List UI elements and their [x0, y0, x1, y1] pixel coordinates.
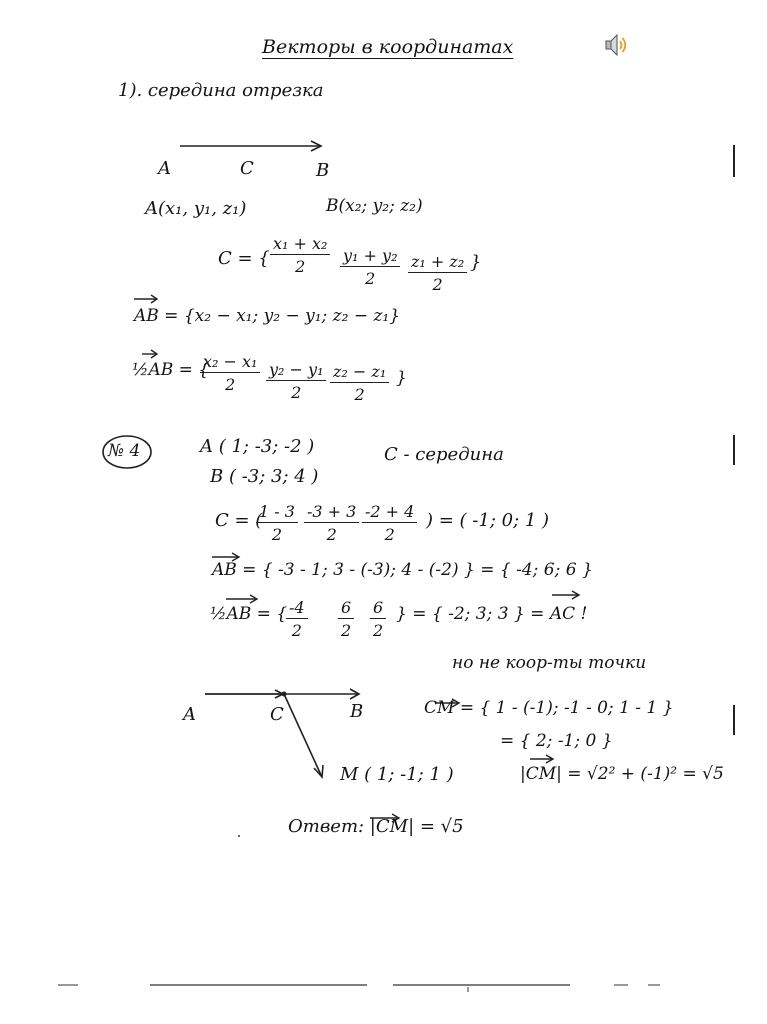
- formula-c-x: $\frac{\text{x₁ + x₂}}{2}$: [270, 234, 330, 276]
- task-c-z: $\frac{-2 + 4}{2}$: [362, 502, 417, 544]
- answer: Ответ: |CM| = √5: [288, 816, 464, 837]
- formula-c-close: }: [470, 252, 482, 273]
- task-half-z: $\frac{6}{2}$: [370, 598, 386, 640]
- speaker-icon[interactable]: [603, 32, 631, 58]
- coord-b: B(x₂; y₂; z₂): [326, 196, 423, 216]
- task-half-result: } = { -2; 3; 3 } = AC !: [396, 604, 588, 624]
- formula-c-lhs: C = {: [218, 248, 270, 269]
- coord-a: A(x₁, y₁, z₁): [145, 198, 247, 219]
- scan-edge-mark: [733, 145, 735, 177]
- half-ab-close: }: [396, 368, 407, 388]
- scan-edge-mark: [733, 705, 735, 735]
- task-c-midpoint: C - середина: [384, 444, 504, 465]
- task-cm-length: |CM| = √2² + (-1)² = √5: [520, 764, 724, 784]
- half-ab-y: $\frac{\text{y₂ − y₁}}{2}$: [266, 360, 326, 402]
- task-cm-result: = { 2; -1; 0 }: [500, 731, 613, 751]
- task-number: № 4: [108, 441, 141, 461]
- task-point-a: A ( 1; -3; -2 ): [200, 436, 315, 457]
- task-c-y: $\frac{-3 + 3}{2}$: [304, 502, 359, 544]
- task-cm: CM = { 1 - (-1); -1 - 0; 1 - 1 }: [424, 698, 674, 718]
- page-title: Векторы в координатах: [262, 36, 514, 58]
- task-c-lhs: C = (: [215, 510, 263, 531]
- task-half-lhs: ½AB = {: [210, 604, 288, 624]
- point-a-label: A: [158, 158, 171, 179]
- task-half-x: $\frac{-4}{2}$: [286, 598, 308, 640]
- task-c-result: ) = ( -1; 0; 1 ): [426, 510, 550, 531]
- task-note: но не коор-ты точки: [452, 653, 647, 673]
- task-c-x: $\frac{1 - 3}{2}$: [256, 502, 298, 544]
- scan-edge-mark: [733, 435, 735, 465]
- task-point-b: B ( -3; 3; 4 ): [210, 466, 319, 487]
- formula-c-z: $\frac{\text{z₁ + z₂}}{2}$: [408, 252, 467, 294]
- half-ab-z: $\frac{\text{z₂ − z₁}}{2}$: [330, 362, 389, 404]
- half-ab-lhs: ½AB = {: [132, 360, 210, 380]
- vector-ab-formula: AB = {x₂ − x₁; y₂ − y₁; z₂ − z₁}: [134, 306, 401, 326]
- half-ab-x: $\frac{\text{x₂ − x₁}}{2}$: [200, 352, 260, 394]
- diagram-point-a: A: [183, 704, 196, 725]
- formula-c-y: $\frac{\text{y₁ + y₂}}{2}$: [340, 246, 400, 288]
- diagram-point-c: C: [270, 704, 284, 725]
- task-half-y: $\frac{6}{2}$: [338, 598, 354, 640]
- task-ab: AB = { -3 - 1; 3 - (-3); 4 - (-2) } = { -4; 6; 6 }: [212, 560, 593, 580]
- point-c-label: C: [240, 158, 254, 179]
- point-b-label: B: [316, 160, 330, 181]
- diagram-point-b: B: [350, 701, 364, 722]
- section-heading: 1). середина отрезка: [118, 80, 324, 101]
- diagram-point-m: M ( 1; -1; 1 ): [340, 764, 454, 785]
